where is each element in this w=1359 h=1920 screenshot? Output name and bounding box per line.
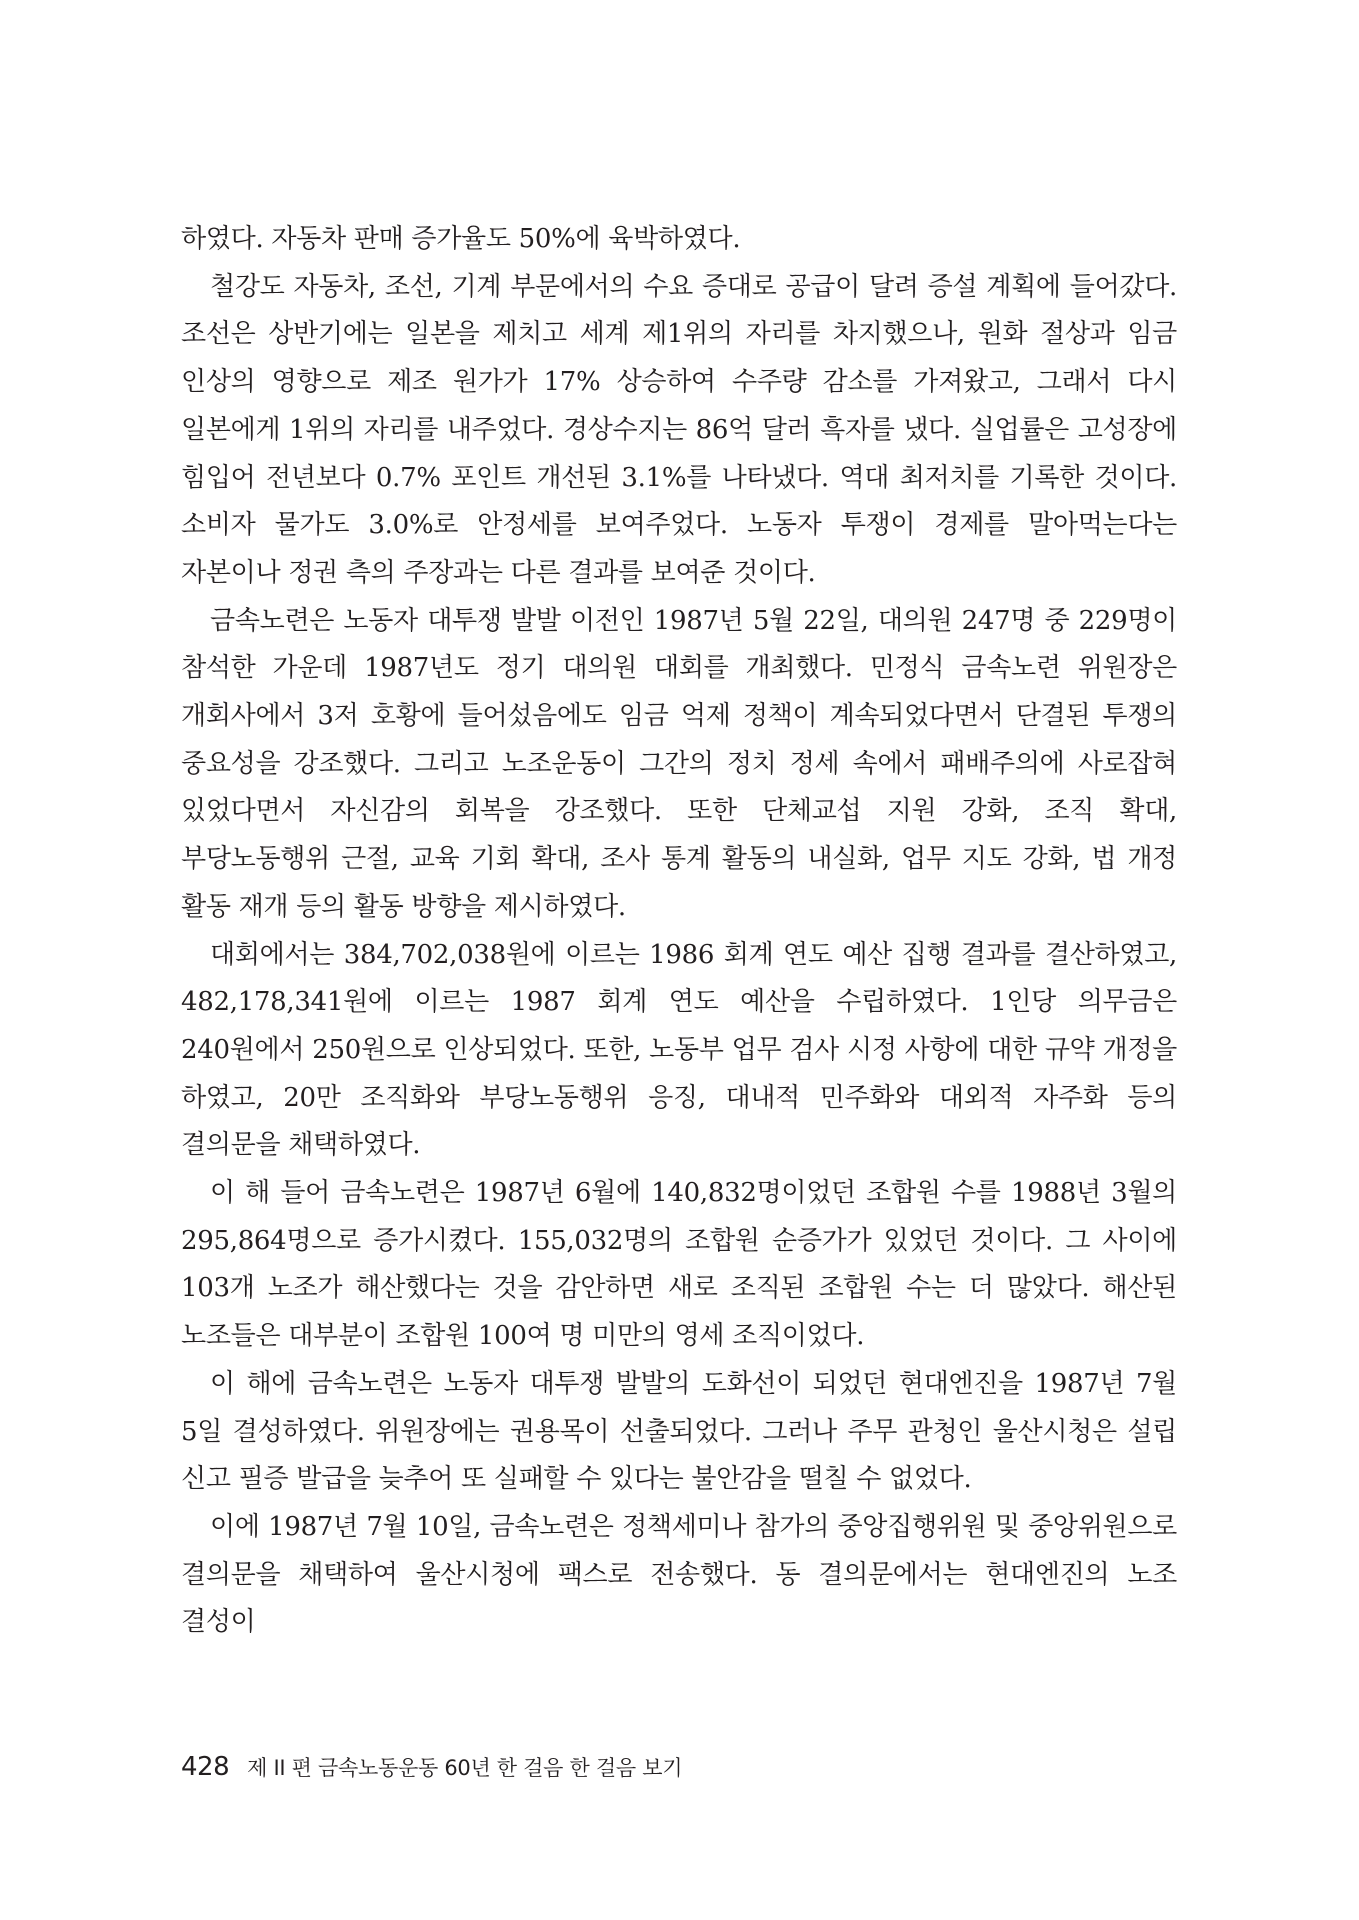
paragraph-continuation: 하였다. 자동차 판매 증가율도 50%에 육박하였다. (181, 224, 741, 254)
paragraph-hyundai-engine: 이 해에 금속노련은 노동자 대투쟁 발발의 도화선이 되었던 현대엔진을 1987년 7월 5일 결성하였다. 위원장에는 권용목이 선출되었다. 그러나 주무 관청인 울산시청은 설립 신고 필증 발급을 늦추어 또 실패할 수 있다는 불안감을 떨칠 수 없었다. (181, 1368, 1177, 1495)
paragraph-membership-growth: 이 해 들어 금속노련은 1987년 6월에 140,832명이었던 조합원 수를 1988년 3월의 295,864명으로 증가시켰다. 155,032명의 조합원 순증가가 있었던 것이다. 그 사이에 103개 노조가 해산했다는 것을 감안하면 새로 조직된 조합원 수는 더 많았다. 해산된 노조들은 대부분이 조합원 100여 명 미만의 영세 조직이었다. (181, 1178, 1177, 1352)
paragraph-steel-shipbuilding: 철강도 자동차, 조선, 기계 부문에서의 수요 증대로 공급이 달려 증설 계획에 들어갔다. 조선은 상반기에는 일본을 제치고 세계 제1위의 자리를 차지했으나, 원화 절상과 임금 인상의 영향으로 제조 원가가 17% 상승하여 수주량 감소를 가져왔고, 그래서 다시 일본에게 1위의 자리를 내주었다. 경상수지는 86억 달러 흑자를 냈다. 실업률은 고성장에 힘입어 전년보다 0.7% 포인트 개선된 3.1%를 나타냈다. 역대 최저치를 기록한 것이다. 소비자 물가도 3.0%로 안정세를 보여주었다. 노동자 투쟁이 경제를 말아먹는다는 자본이나 정권 측의 주장과는 다른 결과를 보여준 것이다. (181, 271, 1177, 588)
paragraph-budget: 대회에서는 384,702,038원에 이르는 1986 회계 연도 예산 집행 결과를 결산하였고, 482,178,341원에 이르는 1987 회계 연도 예산을 수립하였다. 1인당 의무금은 240원에서 250원으로 인상되었다. 또한, 노동부 업무 검사 시정 사항에 대한 규약 개정을 하였고, 20만 조직화와 부당노동행위 응징, 대내적 민주화와 대외적 자주화 등의 결의문을 채택하였다. (181, 939, 1177, 1161)
paragraph-delegates-meeting: 금속노련은 노동자 대투쟁 발발 이전인 1987년 5월 22일, 대의원 247명 중 229명이 참석한 가운데 1987년도 정기 대의원 대회를 개최했다. 민정식 금속노련 위원장은 개회사에서 3저 호황에 들어섰음에도 임금 억제 정책이 계속되었다면서 단결된 투쟁의 중요성을 강조했다. 그리고 노조운동이 그간의 정치 정세 속에서 패배주의에 사로잡혀 있었다면서 자신감의 회복을 강조했다. 또한 단체교섭 지원 강화, 조직 확대, 부당노동행위 근절, 교육 기회 확대, 조사 통계 활동의 내실화, 업무 지도 강화, 법 개정 활동 재개 등의 활동 방향을 제시하였다. (181, 605, 1177, 922)
paragraph-resolution: 이에 1987년 7월 10일, 금속노련은 정책세미나 참가의 중앙집행위원 및 중앙위원으로 결의문을 채택하여 울산시청에 팩스로 전송했다. 동 결의문에서는 현대엔진의 노조 결성이 (181, 1511, 1177, 1638)
page-number: 428 (181, 1752, 230, 1782)
page-footer (181, 1752, 682, 1792)
body-text (181, 216, 1177, 1647)
running-header: 제 II 편 금속노동운동 60년 한 걸음 한 걸음 보기 (247, 1756, 683, 1780)
